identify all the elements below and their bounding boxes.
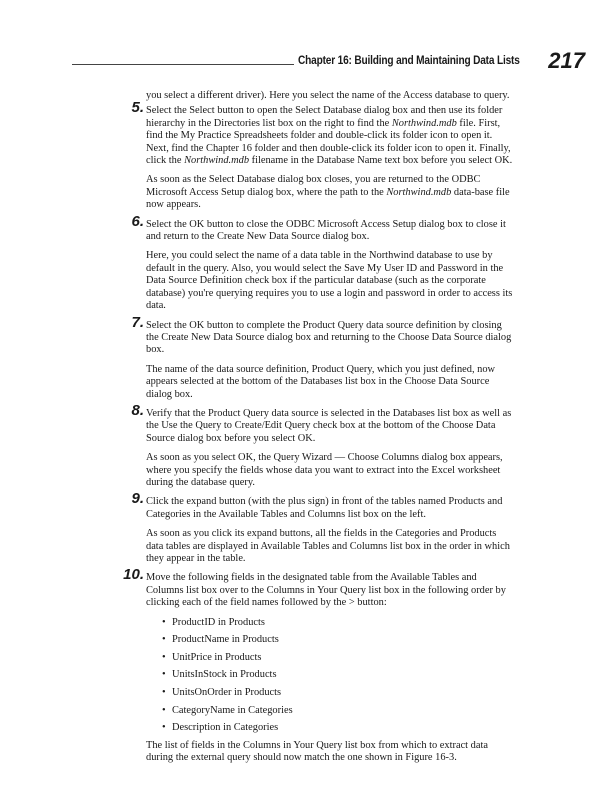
- page-header: [72, 50, 585, 76]
- header-rule: [72, 64, 294, 65]
- step-note: As soon as you select OK, the Query Wizard — Choose Columns dialog box appears, where you specify the fields whose data you want to extract into the Excel worksheet during the database query.: [146, 452, 503, 488]
- step-7: [131, 313, 514, 401]
- list-item: • Description in Categories: [146, 722, 514, 734]
- step-number: 9.: [131, 490, 144, 508]
- page-body: [123, 90, 514, 772]
- page-number: 217: [548, 48, 585, 73]
- step-text: Click the expand button (with the plus sign) in front of the tables named Products and Categories in the Available Tables and Columns list box on the left.: [146, 496, 503, 520]
- step-9: [131, 490, 514, 565]
- step-number: 10.: [123, 566, 144, 584]
- field-list: [146, 617, 514, 735]
- step-note: As soon as you click its expand buttons, all the fields in the Categories and Products data tables are displayed in Available Tables and Columns list box in the order in which they appear in the table.: [146, 528, 510, 564]
- step-text: Select the OK button to close the ODBC Microsoft Access Setup dialog box to close it and return to the Create New Data Source dialog box.: [146, 218, 506, 243]
- list-item: • UnitsOnOrder in Products: [146, 687, 514, 699]
- step-text: Select the OK button to complete the Product Query data source definition by closing the Create New Data Source dialog box and returning to the Choose Data Source dialog box.: [146, 319, 512, 356]
- step-text: Verify that the Product Query data source is selected in the Databases list box as well as the Use the Query to Create/Edit Query check box at the bottom of the Choose Data Source dialog box before you select OK.: [146, 407, 512, 444]
- step-text: Move the following fields in the designated table from the Available Tables and Columns list box over to the Columns in Your Query list box in the following order by clicking each of the field names followed by the > button:: [146, 572, 506, 609]
- list-item: • UnitsInStock in Products: [146, 669, 514, 681]
- step-note: Here, you could select the name of a data table in the Northwind database to use by default in the query. Also, you would select the Save My User ID and Password in the Data Source Definition check box if the particular database (such as the corporate database) you're querying requires you to use a login and password in order to access its data.: [146, 250, 513, 312]
- step-6: [131, 212, 514, 313]
- step-note: The name of the data source definition, Product Query, which you just defined, now appears selected at the bottom of the Databases list box in the Choose Data Source dialog box.: [146, 363, 496, 400]
- step-number: 6.: [131, 212, 144, 230]
- list-item: • ProductName in Products: [146, 634, 514, 646]
- step-number: 5.: [131, 99, 144, 117]
- intro-paragraph: you select a different driver). Here you select the name of the Access database to query.: [146, 90, 510, 101]
- list-item: • UnitPrice in Products: [146, 652, 514, 664]
- step-text: Select the Select button to open the Select Database dialog box and then use its folder hierarchy in the Directories list box on the right to find the Northwind.mdb file. First, find the My Practice Spreadsheets folder and double-click its folder icon to open it. Next, find the Chapter 16 folder and then double-click its folder icon to open it. Finally, click the Northwind.mdb filename in the Database Name text box before you select OK.: [146, 105, 513, 167]
- chapter-title: Chapter 16: Building and Maintaining Data Lists: [298, 55, 520, 67]
- step-note: The list of fields in the Columns in Your Query list box from which to extract data during the external query should now match the one shown in Figure 16-3.: [146, 739, 488, 764]
- list-item: • ProductID in Products: [146, 617, 514, 629]
- list-item: • CategoryName in Categories: [146, 705, 514, 717]
- step-note: As soon as the Select Database dialog box closes, you are returned to the ODBC Microsoft Access Setup dialog box, where the path to the Northwind.mdb data-base file now appears.: [146, 174, 510, 211]
- step-number: 7.: [131, 313, 144, 331]
- step-8: [131, 401, 514, 489]
- step-10: [123, 566, 514, 764]
- step-number: 8.: [131, 401, 144, 419]
- step-5: [131, 99, 514, 211]
